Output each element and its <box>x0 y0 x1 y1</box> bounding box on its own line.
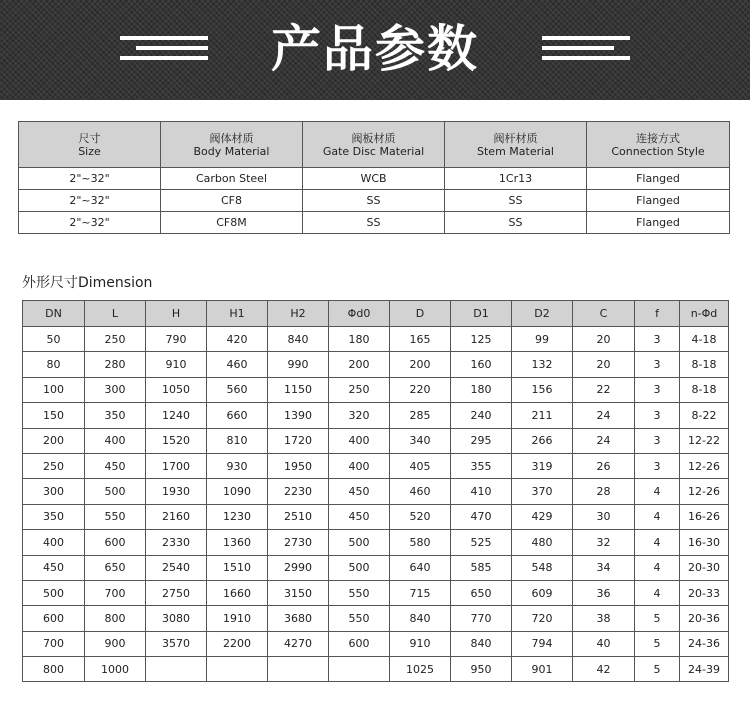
spec-cell: Flanged <box>587 168 730 190</box>
header-cn: 阀杆材质 <box>493 131 538 145</box>
dimension-cell: 165 <box>390 327 451 352</box>
dimension-cell: 405 <box>390 453 451 478</box>
dimension-cell: 800 <box>85 606 146 631</box>
spec-cell: SS <box>303 212 445 234</box>
dimension-cell: 640 <box>390 555 451 580</box>
dimension-cell: 211 <box>512 403 573 428</box>
dimension-cell: 4270 <box>268 631 329 656</box>
dimension-cell: 450 <box>85 453 146 478</box>
dimension-cell: 520 <box>390 504 451 529</box>
dimension-cell: 990 <box>268 352 329 377</box>
spec-cell: SS <box>445 190 587 212</box>
dimension-cell: 1090 <box>207 479 268 504</box>
dimension-cell: 3680 <box>268 606 329 631</box>
dimension-cell: 660 <box>207 403 268 428</box>
header-cn: 连接方式 <box>636 131 680 145</box>
spec-header-cell <box>161 122 303 168</box>
dimension-cell: 715 <box>390 580 451 605</box>
dimension-cell: 450 <box>329 479 390 504</box>
dimension-cell: 180 <box>451 377 512 402</box>
dimension-cell: 250 <box>329 377 390 402</box>
dimension-header-cell: L <box>85 301 146 327</box>
dimension-cell: 1910 <box>207 606 268 631</box>
dimension-cell: 1660 <box>207 580 268 605</box>
dimension-cell: 1930 <box>146 479 207 504</box>
spec-header-cell <box>303 122 445 168</box>
dimension-cell: 770 <box>451 606 512 631</box>
banner-title: 产品参数 <box>271 20 479 78</box>
dimension-cell: 585 <box>451 555 512 580</box>
dimension-cell: 5 <box>635 631 680 656</box>
dimension-title: 外形尺寸Dimension <box>22 275 153 291</box>
dimension-cell: 400 <box>329 453 390 478</box>
dimension-cell: 5 <box>635 606 680 631</box>
dimension-row <box>23 631 729 656</box>
dimension-cell: 4 <box>635 555 680 580</box>
spec-cell: 2"~32" <box>19 190 161 212</box>
dimension-cell: 300 <box>23 479 85 504</box>
dimension-cell: 99 <box>512 327 573 352</box>
dimension-cell: 2230 <box>268 479 329 504</box>
dimension-cell: 266 <box>512 428 573 453</box>
decorative-line <box>542 46 614 50</box>
dimension-cell: 500 <box>329 530 390 555</box>
spec-row <box>19 168 730 190</box>
dimension-cell: 609 <box>512 580 573 605</box>
dimension-cell: 80 <box>23 352 85 377</box>
dimension-cell: 160 <box>451 352 512 377</box>
dimension-cell: 901 <box>512 657 573 682</box>
dimension-cell: 500 <box>85 479 146 504</box>
spec-row <box>19 190 730 212</box>
dimension-cell: 2750 <box>146 580 207 605</box>
decorative-line <box>542 36 630 40</box>
dimension-header-cell: Φd0 <box>329 301 390 327</box>
dimension-cell: 2330 <box>146 530 207 555</box>
dimension-cell: 840 <box>390 606 451 631</box>
dimension-cell: 460 <box>207 352 268 377</box>
dimension-cell: 930 <box>207 453 268 478</box>
dimension-header-row <box>23 301 729 327</box>
dimension-cell: 470 <box>451 504 512 529</box>
decorative-line <box>542 56 630 60</box>
dimension-cell: 350 <box>85 403 146 428</box>
dimension-cell: 22 <box>573 377 635 402</box>
dimension-cell: 400 <box>329 428 390 453</box>
dimension-cell: 3080 <box>146 606 207 631</box>
dimension-cell: 910 <box>146 352 207 377</box>
dimension-cell: 12-26 <box>680 479 729 504</box>
dimension-header-cell: D <box>390 301 451 327</box>
dimension-cell: 910 <box>390 631 451 656</box>
spec-cell: Flanged <box>587 190 730 212</box>
dimension-cell: 400 <box>85 428 146 453</box>
dimension-row <box>23 530 729 555</box>
dimension-cell: 319 <box>512 453 573 478</box>
dimension-cell: 16-26 <box>680 504 729 529</box>
dimension-cell <box>329 657 390 682</box>
dimension-row <box>23 606 729 631</box>
dimension-cell: 28 <box>573 479 635 504</box>
dimension-cell: 600 <box>23 606 85 631</box>
spec-cell: Flanged <box>587 212 730 234</box>
dimension-cell: 1390 <box>268 403 329 428</box>
dimension-cell: 42 <box>573 657 635 682</box>
dimension-cell: 800 <box>23 657 85 682</box>
dimension-cell: 794 <box>512 631 573 656</box>
dimension-cell: 40 <box>573 631 635 656</box>
dimension-cell: 1720 <box>268 428 329 453</box>
dimension-cell: 3 <box>635 377 680 402</box>
dimension-cell <box>146 657 207 682</box>
dimension-cell: 50 <box>23 327 85 352</box>
dimension-cell: 2160 <box>146 504 207 529</box>
header-en: Connection Style <box>611 144 705 158</box>
dimension-cell: 1520 <box>146 428 207 453</box>
dimension-cell <box>268 657 329 682</box>
dimension-cell: 132 <box>512 352 573 377</box>
dimension-cell: 300 <box>85 377 146 402</box>
spec-row <box>19 212 730 234</box>
dimension-cell: 370 <box>512 479 573 504</box>
dimension-cell: 900 <box>85 631 146 656</box>
dimension-row <box>23 657 729 682</box>
dimension-cell: 350 <box>23 504 85 529</box>
dimension-cell: 24-36 <box>680 631 729 656</box>
dimension-cell: 2730 <box>268 530 329 555</box>
dimension-cell: 20 <box>573 327 635 352</box>
dimension-cell: 34 <box>573 555 635 580</box>
dimension-cell: 2990 <box>268 555 329 580</box>
dimension-cell <box>207 657 268 682</box>
dimension-cell: 3 <box>635 352 680 377</box>
dimension-cell: 429 <box>512 504 573 529</box>
dimension-cell: 4 <box>635 530 680 555</box>
dimension-row <box>23 479 729 504</box>
dimension-cell: 500 <box>23 580 85 605</box>
dimension-cell: 500 <box>329 555 390 580</box>
dimension-cell: 150 <box>23 403 85 428</box>
dimension-cell: 560 <box>207 377 268 402</box>
dimension-cell: 220 <box>390 377 451 402</box>
dimension-cell: 8-18 <box>680 377 729 402</box>
dimension-cell: 600 <box>329 631 390 656</box>
dimension-header-cell: D2 <box>512 301 573 327</box>
dimension-header-cell: n-Φd <box>680 301 729 327</box>
dimension-cell: 8-22 <box>680 403 729 428</box>
dimension-cell: 790 <box>146 327 207 352</box>
dimension-cell: 3 <box>635 403 680 428</box>
dimension-cell: 24 <box>573 428 635 453</box>
dimension-cell: 840 <box>451 631 512 656</box>
dimension-cell: 1950 <box>268 453 329 478</box>
dimension-cell: 460 <box>390 479 451 504</box>
spec-header-cell <box>445 122 587 168</box>
dimension-cell: 1510 <box>207 555 268 580</box>
dimension-row <box>23 580 729 605</box>
dimension-cell: 548 <box>512 555 573 580</box>
dimension-header-cell: H <box>146 301 207 327</box>
dimension-cell: 200 <box>23 428 85 453</box>
dimension-header-cell: D1 <box>451 301 512 327</box>
dimension-cell: 1000 <box>85 657 146 682</box>
dimension-row <box>23 453 729 478</box>
dimension-cell: 295 <box>451 428 512 453</box>
dimension-header-cell: H1 <box>207 301 268 327</box>
spec-cell: WCB <box>303 168 445 190</box>
dimension-cell: 12-26 <box>680 453 729 478</box>
dimension-cell: 24-39 <box>680 657 729 682</box>
dimension-cell: 280 <box>85 352 146 377</box>
dimension-cell: 1050 <box>146 377 207 402</box>
dimension-cell: 450 <box>23 555 85 580</box>
dimension-cell: 30 <box>573 504 635 529</box>
dimension-cell: 3 <box>635 428 680 453</box>
header-banner <box>0 0 750 100</box>
dimension-cell: 20 <box>573 352 635 377</box>
header-en: Stem Material <box>477 144 554 158</box>
dimension-header-cell: H2 <box>268 301 329 327</box>
spec-header-row <box>19 122 730 168</box>
dimension-cell: 400 <box>23 530 85 555</box>
dimension-cell: 200 <box>390 352 451 377</box>
dimension-cell: 550 <box>329 580 390 605</box>
dimension-cell: 100 <box>23 377 85 402</box>
dimension-cell: 4 <box>635 479 680 504</box>
dimension-cell: 240 <box>451 403 512 428</box>
dimension-cell: 3 <box>635 327 680 352</box>
dimension-cell: 480 <box>512 530 573 555</box>
dimension-cell: 12-22 <box>680 428 729 453</box>
dimension-cell: 156 <box>512 377 573 402</box>
dimension-cell: 1360 <box>207 530 268 555</box>
dimension-cell: 650 <box>85 555 146 580</box>
dimension-cell: 450 <box>329 504 390 529</box>
header-en: Size <box>78 144 101 158</box>
dimension-cell: 950 <box>451 657 512 682</box>
dimension-cell: 32 <box>573 530 635 555</box>
dimension-cell: 200 <box>329 352 390 377</box>
spec-cell: 2"~32" <box>19 212 161 234</box>
spec-header-cell <box>587 122 730 168</box>
dimension-cell: 320 <box>329 403 390 428</box>
dimension-cell: 650 <box>451 580 512 605</box>
dimension-cell: 550 <box>329 606 390 631</box>
spec-cell: Carbon Steel <box>161 168 303 190</box>
dimension-cell: 8-18 <box>680 352 729 377</box>
dimension-row <box>23 327 729 352</box>
dimension-cell: 20-30 <box>680 555 729 580</box>
header-en: Gate Disc Material <box>322 144 425 158</box>
spec-cell: CF8 <box>161 190 303 212</box>
dimension-header-cell: DN <box>23 301 85 327</box>
spec-cell: SS <box>445 212 587 234</box>
dimension-cell: 550 <box>85 504 146 529</box>
dimension-row <box>23 428 729 453</box>
spec-cell: SS <box>303 190 445 212</box>
dimension-cell: 340 <box>390 428 451 453</box>
dimension-cell: 3570 <box>146 631 207 656</box>
spec-cell: 1Cr13 <box>445 168 587 190</box>
dimension-cell: 1700 <box>146 453 207 478</box>
dimension-cell: 410 <box>451 479 512 504</box>
dimension-cell: 4-18 <box>680 327 729 352</box>
dimension-cell: 355 <box>451 453 512 478</box>
dimension-cell: 24 <box>573 403 635 428</box>
dimension-header-cell: f <box>635 301 680 327</box>
spec-cell: 2"~32" <box>19 168 161 190</box>
dimension-cell: 36 <box>573 580 635 605</box>
dimension-cell: 20-33 <box>680 580 729 605</box>
dimension-row <box>23 504 729 529</box>
dimension-cell: 1240 <box>146 403 207 428</box>
dimension-cell: 2200 <box>207 631 268 656</box>
dimension-cell: 600 <box>85 530 146 555</box>
dimension-cell: 125 <box>451 327 512 352</box>
dimension-cell: 1230 <box>207 504 268 529</box>
dimension-cell: 250 <box>85 327 146 352</box>
spec-cell: CF8M <box>161 212 303 234</box>
dimension-row <box>23 352 729 377</box>
dimension-cell: 4 <box>635 504 680 529</box>
dimension-cell: 4 <box>635 580 680 605</box>
dimension-cell: 720 <box>512 606 573 631</box>
dimension-cell: 5 <box>635 657 680 682</box>
dimension-cell: 20-36 <box>680 606 729 631</box>
dimension-cell: 1025 <box>390 657 451 682</box>
header-cn: 阀板材质 <box>351 131 396 145</box>
dimension-cell: 2510 <box>268 504 329 529</box>
spec-header-cell <box>19 122 161 168</box>
dimension-cell: 16-30 <box>680 530 729 555</box>
dimension-row <box>23 555 729 580</box>
dimension-cell: 180 <box>329 327 390 352</box>
dimension-cell: 420 <box>207 327 268 352</box>
dimension-cell: 3150 <box>268 580 329 605</box>
dimension-cell: 250 <box>23 453 85 478</box>
dimension-header-cell: C <box>573 301 635 327</box>
header-cn: 尺寸 <box>78 131 101 145</box>
spec-table <box>18 121 730 234</box>
dimension-cell: 840 <box>268 327 329 352</box>
dimension-row <box>23 377 729 402</box>
dimension-cell: 580 <box>390 530 451 555</box>
dimension-row <box>23 403 729 428</box>
dimension-cell: 810 <box>207 428 268 453</box>
dimension-cell: 700 <box>85 580 146 605</box>
dimension-cell: 525 <box>451 530 512 555</box>
dimension-cell: 2540 <box>146 555 207 580</box>
dimension-cell: 26 <box>573 453 635 478</box>
dimension-cell: 700 <box>23 631 85 656</box>
dimension-table <box>22 300 729 682</box>
dimension-cell: 285 <box>390 403 451 428</box>
dimension-cell: 1150 <box>268 377 329 402</box>
dimension-cell: 38 <box>573 606 635 631</box>
header-cn: 阀体材质 <box>209 131 254 145</box>
dimension-cell: 3 <box>635 453 680 478</box>
header-en: Body Material <box>193 144 270 158</box>
